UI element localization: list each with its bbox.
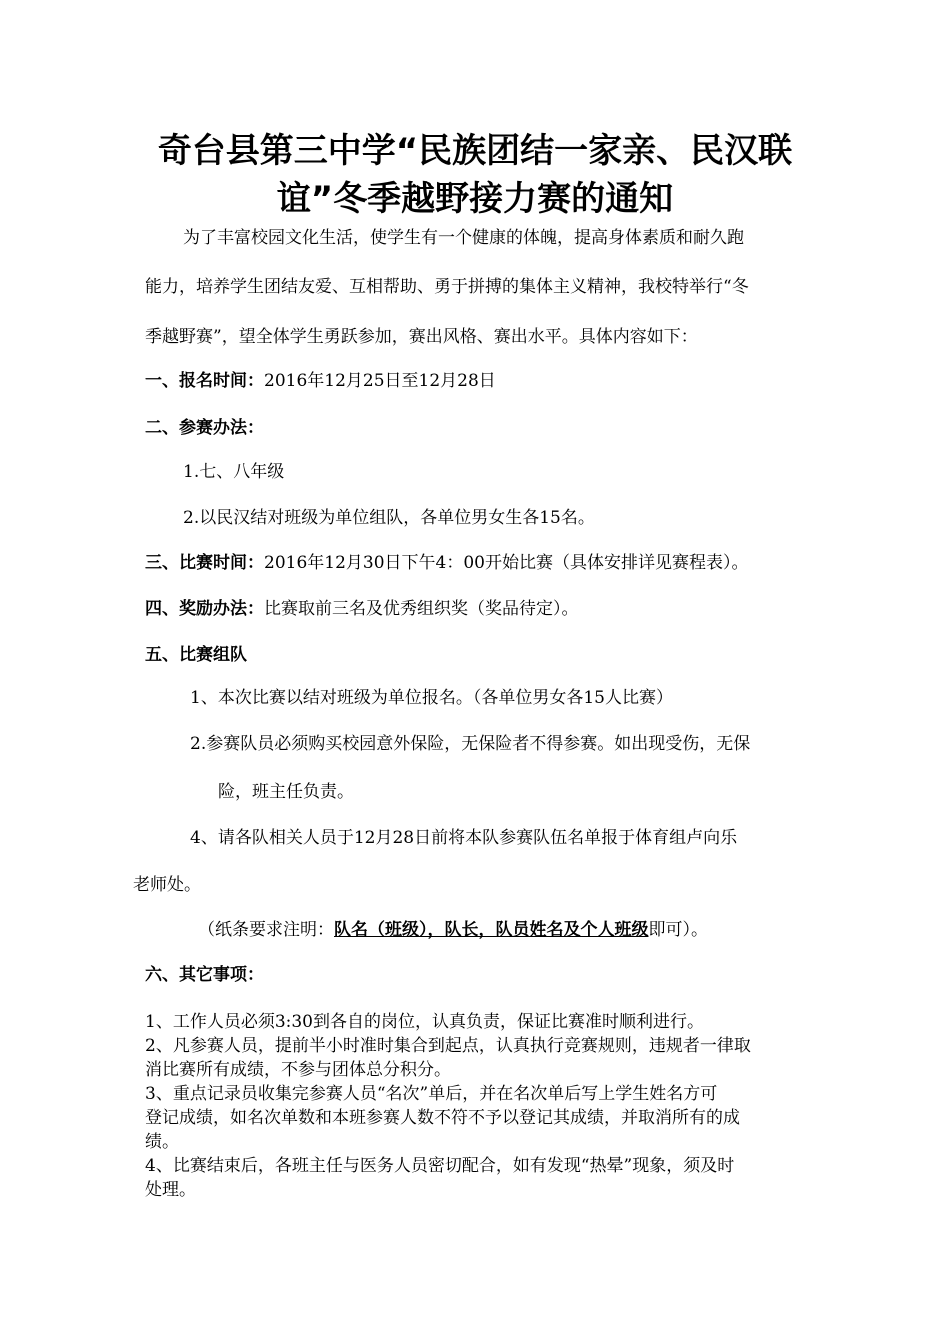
teams-item-4-line-1: 4、请各队相关人员于12月28日前将本队参赛队伍名单报于体育组卢向乐 — [190, 828, 738, 848]
section-match-time — [145, 551, 748, 575]
section-teams-label: 五、比赛组队 — [145, 645, 247, 665]
section-match-time-label: 三、比赛时间： — [145, 553, 264, 573]
notice-title-line-1: 奇台县第三中学“民族团结一家亲、民汉联 — [157, 131, 793, 171]
teams-item-4-line-2: 老师处。 — [133, 875, 201, 895]
section-other-label: 六、其它事项： — [145, 965, 264, 985]
teams-note-suffix: 即可）。 — [648, 920, 708, 940]
other-line-8: 处理。 — [145, 1180, 196, 1200]
teams-note-emphasis: 队名（班级），队长，队员姓名及个人班级 — [334, 920, 649, 940]
participation-item-2: 2.以民汉结对班级为单位组队，各单位男女生各15名。 — [183, 508, 595, 528]
intro-line-1: 为了丰富校园文化生活，使学生有一个健康的体魄，提高身体素质和耐久跑 — [183, 228, 744, 248]
other-line-4: 3、重点记录员收集完参赛人员“名次”单后，并在名次单后写上学生姓名方可 — [145, 1084, 718, 1104]
notice-title-line-2: 谊”冬季越野接力赛的通知 — [276, 179, 674, 219]
other-line-5: 登记成绩，如名次单数和本班参赛人数不符不予以登记其成绩，并取消所有的成 — [145, 1108, 740, 1128]
participation-item-1: 1.七、八年级 — [183, 462, 285, 482]
intro-line-3: 季越野赛”，望全体学生勇跃参加，赛出风格、赛出水平。具体内容如下： — [145, 327, 698, 347]
other-line-1: 1、工作人员必须3:30到各自的岗位，认真负责，保证比赛准时顺利进行。 — [145, 1012, 704, 1032]
teams-note — [198, 918, 708, 942]
section-participation-label: 二、参赛办法： — [145, 418, 264, 438]
section-registration-label: 一、报名时间： — [145, 371, 264, 391]
teams-item-2-line-2: 险，班主任负责。 — [218, 782, 354, 802]
teams-item-2-line-1: 2.参赛队员必须购买校园意外保险，无保险者不得参赛。如出现受伤，无保 — [190, 734, 751, 754]
other-line-3: 消比赛所有成绩，不参与团体总分积分。 — [145, 1060, 451, 1080]
section-awards — [145, 597, 579, 621]
other-line-2: 2、凡参赛人员，提前半小时准时集合到起点，认真执行竞赛规则，违规者一律取 — [145, 1036, 751, 1056]
section-awards-text: 比赛取前三名及优秀组织奖（奖品待定）。 — [264, 599, 579, 619]
other-line-7: 4、比赛结束后，各班主任与医务人员密切配合，如有发现“热晕”现象，须及时 — [145, 1156, 735, 1176]
section-registration-time — [145, 369, 496, 393]
teams-item-1: 1、本次比赛以结对班级为单位报名。（各单位男女各15人比赛） — [190, 688, 673, 708]
teams-note-prefix: （纸条要求注明： — [198, 920, 334, 940]
other-line-6: 绩。 — [145, 1132, 179, 1152]
section-registration-text: 2016年12月25日至12月28日 — [264, 371, 496, 391]
section-awards-label: 四、奖励办法： — [145, 599, 264, 619]
section-match-time-text: 2016年12月30日下午4：00开始比赛（具体安排详见赛程表）。 — [264, 553, 749, 573]
intro-line-2: 能力，培养学生团结友爱、互相帮助、勇于拼搏的集体主义精神，我校特举行“冬 — [145, 277, 749, 297]
